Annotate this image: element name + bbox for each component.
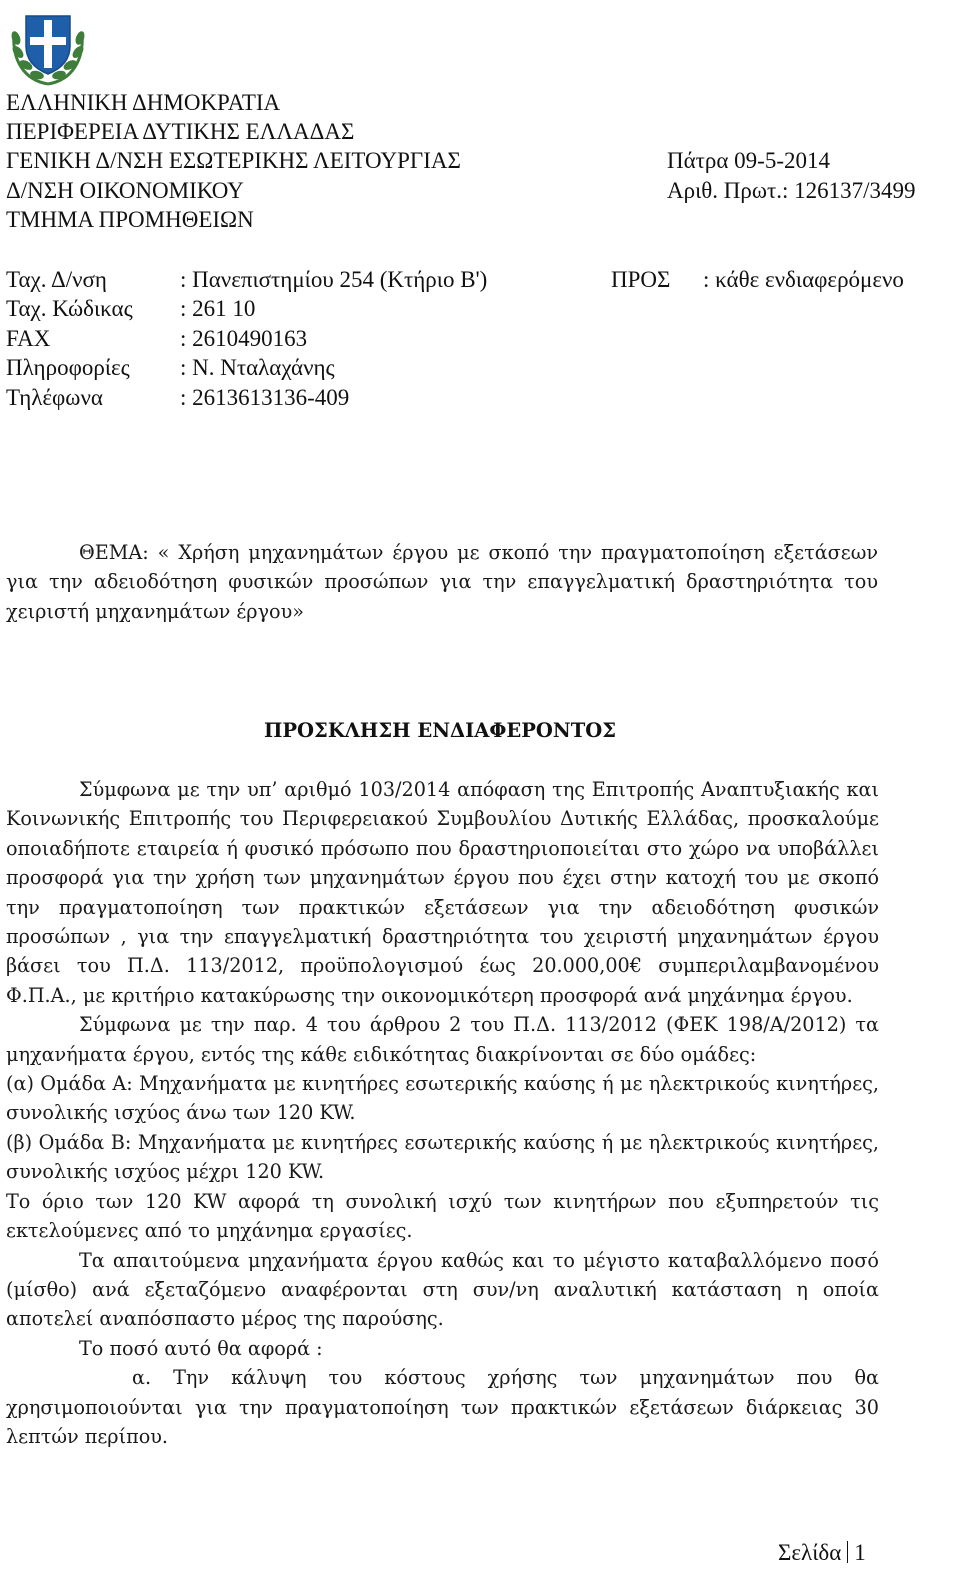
paragraph: Σύμφωνα με την παρ. 4 του άρθρου 2 του Π.Δ. 113/2012 (ΦΕΚ 198/Α/2012) τα μηχανήματα έργου, εντός της κάθε ειδικότητας διακρίνονται σε δύο ομάδες: (6, 1013, 879, 1066)
recipient-value: : κάθε ενδιαφερόμενο (703, 267, 904, 292)
header-line: Δ/ΝΣΗ ΟΙΚΟΝΟΜΙΚΟΥ (6, 178, 244, 203)
contact-row-fax (6, 324, 307, 353)
paragraph: Το ποσό αυτό θα αφορά : (79, 1336, 323, 1360)
page-number: 1 (854, 1540, 866, 1565)
contact-value: : 261 10 (180, 296, 256, 321)
greek-coat-of-arms-emblem (6, 4, 90, 88)
recipient-label: ΠΡΟΣ (611, 267, 671, 292)
contact-row-information (6, 353, 335, 382)
contact-label: Ταχ. Κώδικας (6, 296, 133, 321)
contact-row-address (6, 265, 487, 294)
contact-value: : Ν. Νταλαχάνης (180, 355, 335, 380)
paragraph: Το όριο των 120 KW αφορά τη συνολική ισχύ των κινητήρων που εξυπηρετούν τις εκτελούμενες από το μηχάνημα εργασίες. (6, 1189, 879, 1243)
contact-value: : 2610490163 (180, 326, 308, 351)
contact-label: Τηλέφωνα (6, 385, 103, 410)
page-number-footer (778, 1538, 866, 1568)
contact-row-postal-code (6, 294, 255, 323)
subject-text: ΘΕΜΑ: « Χρήση μηχανημάτων έργου με σκοπό την πραγματοποίηση εξετάσεων για την αδειοδότηση φυσικών προσώπων για την επαγγελματική δραστηριότητα του χειριστή μηχανημάτων έργου» (6, 541, 878, 623)
paragraph: Τα απαιτούμενα μηχανήματα έργου καθώς και το μέγιστο καταβαλλόμενο ποσό (μίσθο) ανά εξεταζόμενο αναφέρονται στη συν/νη αναλυτική κατάσταση η οποία αποτελεί αναπόσπαστο μέρος της παρούσης. (6, 1248, 879, 1331)
contact-label: Πληροφορίες (6, 355, 130, 380)
subject-block (6, 538, 878, 626)
paragraph: (β) Ομάδα Β: Μηχανήματα με κινητήρες εσωτερικής καύσης ή με ηλεκτρικούς κινητήρες, συνολικής ισχύος μέχρι 120 KW. (6, 1130, 879, 1184)
document-date: Πάτρα 09-5-2014 (667, 148, 830, 173)
protocol-number: Αριθ. Πρωτ.: 126137/3499 (667, 178, 916, 203)
contact-label: FAX (6, 326, 51, 351)
header-line: ΤΜΗΜΑ ΠΡΟΜΗΘΕΙΩΝ (6, 207, 254, 232)
paragraph: α. Την κάλυψη του κόστους χρήσης των μηχανημάτων που θα χρησιμοποιούνται για την πραγματοποίηση των πρακτικών εξετάσεων διάρκειας 30 λεπτών περίπου. (6, 1366, 879, 1448)
contact-value: : Πανεπιστημίου 254 (Κτήριο Β') (180, 267, 488, 292)
document-body (6, 775, 879, 1451)
header-line: ΠΕΡΙΦΕΡΕΙΑ ΔΥΤΙΚΗΣ ΕΛΛΑΔΑΣ (6, 119, 355, 144)
page-label: Σελίδα (778, 1540, 842, 1565)
paragraph: Σύμφωνα με την υπ’ αριθμό 103/2014 απόφαση της Επιτροπής Αναπτυξιακής και Κοινωνικής Επιτροπής του Περιφερειακού Συμβουλίου Δυτικής Ελλάδας, προσκαλούμε οποιαδήποτε εταιρεία ή φυσικό πρόσωπο που δραστηριοποιείται στο χώρο να υποβάλλει προσφορά για την χρήση των μηχανημάτων έργου που έχει στην κατοχή του με σκοπό την πραγματοποίηση των πρακτικών εξετάσεων για την αδειοδότηση φυσικών προσώπων , για την επαγγελματική δραστηριότητα του χειριστή μηχανημάτων έργου βάσει του Π.Δ. 113/2012, προϋπολογισμού έως 20.000,00€ συμπεριλαμβανομένου Φ.Π.Α., με κριτήριο κατακύρωσης την οικονομικότερη προσφορά ανά μηχάνημα έργου. (6, 778, 879, 1007)
contact-label: Ταχ. Δ/νση (6, 267, 107, 292)
contact-row-phones (6, 383, 349, 412)
paragraph: (α) Ομάδα Α: Μηχανήματα με κινητήρες εσωτερικής καύσης ή με ηλεκτρικούς κινητήρες, συνολικής ισχύος άνω των 120 KW. (6, 1072, 879, 1125)
contact-value: : 2613613136-409 (180, 385, 350, 410)
header-line: ΕΛΛΗΝΙΚΗ ΔΗΜΟΚΡΑΤΙΑ (6, 90, 281, 115)
page-separator (847, 1541, 848, 1563)
header-line: ΓΕΝΙΚΗ Δ/ΝΣΗ ΕΣΩΤΕΡΙΚΗΣ ΛΕΙΤΟΥΡΓΙΑΣ (6, 148, 461, 173)
document-title: ΠΡΟΣΚΛΗΣΗ ΕΝΔΙΑΦΕΡΟΝΤΟΣ (263, 719, 617, 742)
